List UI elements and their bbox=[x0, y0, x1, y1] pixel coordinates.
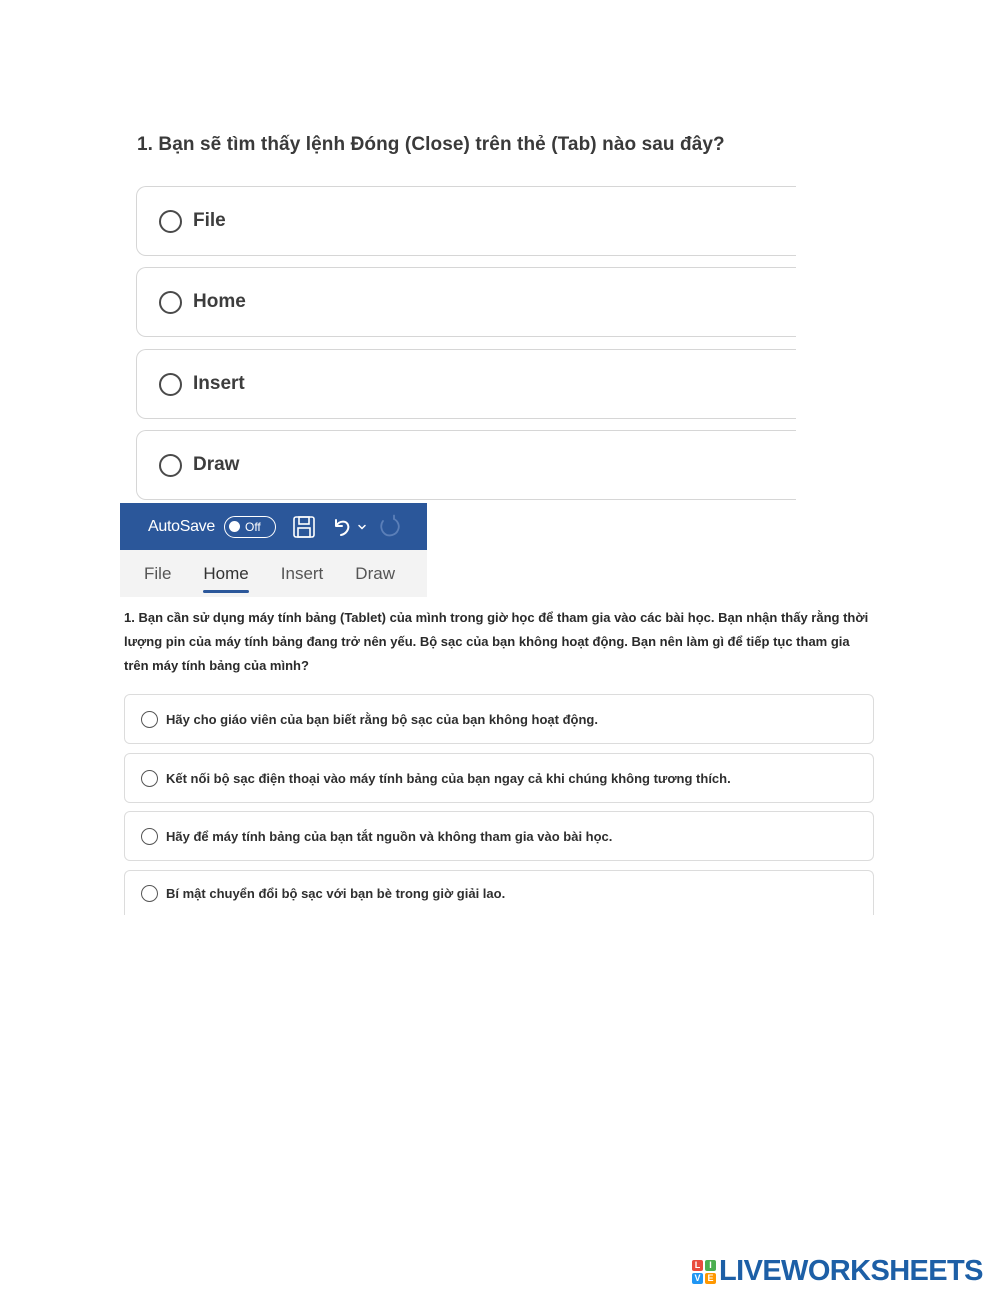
logo-cell-e: E bbox=[705, 1273, 716, 1284]
option-label: Kết nối bộ sạc điện thoại vào máy tính bảng của bạn ngay cả khi chúng không tương thích. bbox=[166, 770, 731, 786]
radio-button[interactable] bbox=[141, 828, 158, 845]
question-1-title: 1. Bạn sẽ tìm thấy lệnh Đóng (Close) trên thẻ (Tab) nào sau đây? bbox=[137, 134, 725, 155]
save-icon bbox=[292, 515, 316, 539]
radio-button[interactable] bbox=[159, 210, 182, 233]
logo-cell-i: I bbox=[705, 1260, 716, 1271]
answer-option-file[interactable] bbox=[136, 186, 796, 256]
undo-icon bbox=[330, 515, 354, 539]
answer-option-2[interactable] bbox=[124, 753, 874, 803]
answer-option-home[interactable] bbox=[136, 267, 796, 337]
ribbon-tab-draw: Draw bbox=[355, 563, 395, 583]
option-label: Home bbox=[193, 291, 246, 312]
toggle-knob bbox=[229, 521, 240, 532]
radio-button[interactable] bbox=[159, 373, 182, 396]
option-label: Hãy để máy tính bảng của bạn tắt nguồn và không tham gia vào bài học. bbox=[166, 828, 613, 844]
radio-button[interactable] bbox=[141, 885, 158, 902]
radio-button[interactable] bbox=[141, 711, 158, 728]
autosave-toggle bbox=[224, 516, 276, 538]
answer-option-3[interactable] bbox=[124, 811, 874, 861]
logo-cell-v: V bbox=[692, 1273, 703, 1284]
dropdown-icon bbox=[357, 522, 367, 532]
title-bar bbox=[120, 503, 427, 550]
logo-mark bbox=[692, 1260, 716, 1284]
answer-option-draw[interactable] bbox=[136, 430, 796, 500]
word-ribbon-screenshot bbox=[120, 503, 427, 597]
option-label: Draw bbox=[193, 454, 240, 475]
ribbon-tab-home: Home bbox=[203, 563, 249, 583]
option-label: Insert bbox=[193, 373, 245, 394]
ribbon-tab-file: File bbox=[144, 563, 172, 583]
radio-button[interactable] bbox=[159, 454, 182, 477]
toggle-text: Off bbox=[244, 519, 261, 534]
ribbon-tabs bbox=[120, 550, 427, 597]
question-2-text: 1. Bạn cần sử dụng máy tính bảng (Tablet) của mình trong giờ học để tham gia vào các bài học. Bạn nhận thấy rằng thời lượng pin của máy tính bảng đang trở nên yếu. Bộ sạc của bạn không hoạt động. Bạn nên làm gì để tiếp tục tham gia trên máy tính bảng của mình? bbox=[124, 610, 869, 673]
logo-text: LIVEWORKSHEETS bbox=[719, 1255, 983, 1287]
radio-button[interactable] bbox=[141, 770, 158, 787]
option-label: Bí mật chuyển đổi bộ sạc với bạn bè trong giờ giải lao. bbox=[166, 885, 506, 901]
answer-option-insert[interactable] bbox=[136, 349, 796, 419]
answer-option-4[interactable] bbox=[124, 870, 874, 915]
autosave-label: AutoSave bbox=[148, 517, 215, 535]
option-label: Hãy cho giáo viên của bạn biết rằng bộ sạc của bạn không hoạt động. bbox=[166, 711, 598, 727]
ribbon-tab-insert: Insert bbox=[280, 563, 324, 583]
logo-cell-l: L bbox=[692, 1260, 703, 1271]
redo-icon bbox=[377, 514, 403, 540]
radio-button[interactable] bbox=[159, 291, 182, 314]
option-label: File bbox=[193, 210, 226, 231]
answer-option-1[interactable] bbox=[124, 694, 874, 744]
liveworksheets-logo bbox=[692, 1255, 983, 1288]
